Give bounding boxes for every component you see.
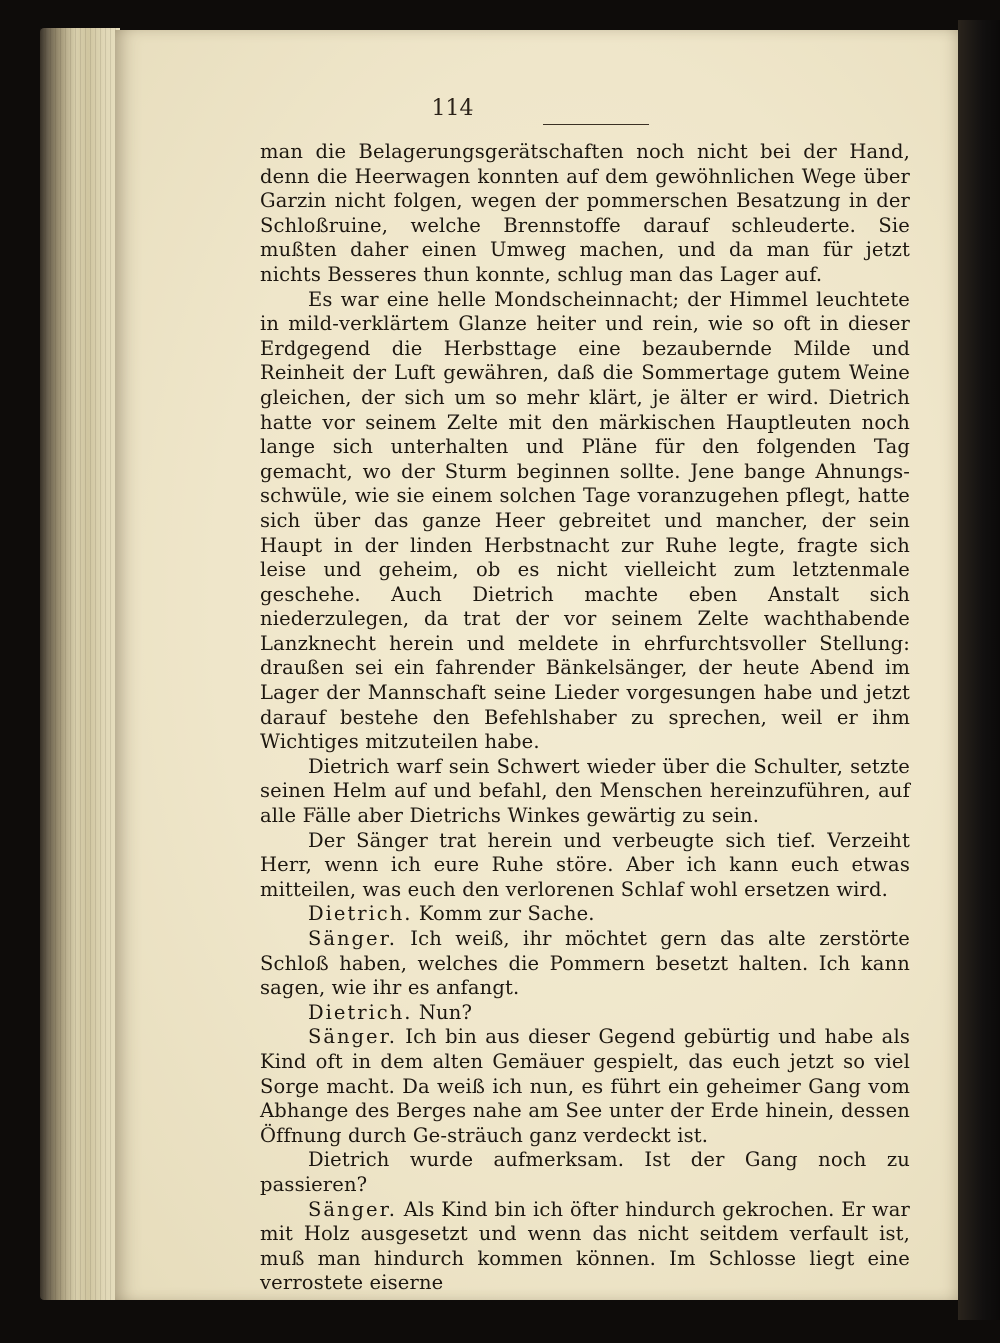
dialogue-line: Sänger. Als Kind bin ich öfter hindurch gekrochen. Er war mit Holz ausgesetzt und wenn das nicht seitdem verfault ist, muß man hindurch kommen können. Im Schlosse liegt eine verrostete eiserne: [260, 1197, 910, 1295]
header-rule: [543, 124, 649, 125]
speaker-name: Dietrich.: [308, 1000, 413, 1024]
paragraph-3: Dietrich warf sein Schwert wieder über die Schulter, setzte seinen Helm auf und befahl, den Menschen hereinzuführen, auf alle Fälle aber Dietrichs Winkes gewärtig zu sein.: [260, 754, 910, 828]
dialogue-line: Dietrich. Komm zur Sache.: [308, 902, 595, 926]
paragraph-9: Dietrich wurde aufmerksam. Ist der Gang noch zu passieren?: [260, 1148, 910, 1196]
book-page-edges: [40, 28, 120, 1300]
speaker-name: Sänger.: [308, 1025, 397, 1049]
paragraph-1: man die Belagerungsgerätschaften noch nicht bei der Hand, denn die Heerwagen konnten auf dem gewöhnlichen Wege über Garzin nicht folgen, wegen der pommerschen Besatzung in der Schloßruine, welche Brennstoffe darauf schleuderte. Sie mußten daher einen Umweg machen, und da man für jetzt nichts Besseres thun konnte, schlug man das Lager auf.: [260, 140, 910, 286]
speaker-name: Sänger.: [308, 1197, 397, 1221]
dialogue-line: Dietrich. Nun?: [308, 1000, 473, 1024]
page-number: 114: [431, 96, 474, 121]
dialogue-line: Sänger. Ich bin aus dieser Gegend gebürtig und habe als Kind oft in dem alten Gemäuer gespielt, das euch jetzt so viel Sorge macht. Da weiß ich nun, es führt ein geheimer Gang vom Abhange des Berges nahe am See unter der Erde hinein, dessen Öffnung durch Ge-sträuch ganz verdeckt ist.: [260, 1025, 910, 1147]
body-text: [260, 140, 910, 1296]
paragraph-2: Es war eine helle Mondscheinnacht; der Himmel leuchtete in mild-verklärtem Glanze heiter und rein, wie so oft in dieser Erdgegend die Herbsttage eine bezaubernde Milde und Reinheit der Luft gewähren, daß die Sommertage gutem Weine gleichen, der sich um so mehr klärt, je älter er wird. Dietrich hatte vor seinem Zelte mit den märkischen Hauptleuten noch lange sich unterhalten und Pläne für den folgenden Tag gemacht, wo der Sturm beginnen sollte. Jene bange Ahnungs-schwüle, wie sie einem solchen Tage voranzugehen pflegt, hatte sich über das ganze Heer gebreitet und mancher, der sein Haupt in der linden Herbstnacht zur Ruhe legte, fragte sich leise und geheim, ob es nicht vielleicht zum letztenmale geschehe. Auch Dietrich machte eben Anstalt sich niederzulegen, da trat der vor seinem Zelte wachthabende Lanzknecht herein und meldete in ehrfurchtsvoller Stellung: draußen sei ein fahrender Bänkelsänger, der heute Abend im Lager der Mannschaft seine Lieder vorgesungen habe und jetzt darauf bestehe den Befehlshaber zu sprechen, weil er ihm Wichtiges mitzuteilen habe.: [260, 287, 910, 754]
paragraph-4: Der Sänger trat herein und verbeugte sich tief. Verzeiht Herr, wenn ich eure Ruhe störe. Aber ich kann euch etwas mitteilen, was euch den verlorenen Schlaf wohl ersetzen wird.: [260, 828, 910, 901]
dialogue-line: Sänger. Ich weiß, ihr möchtet gern das alte zerstörte Schloß haben, welches die Pommern besetzt halten. Ich kann sagen, wie ihr es anfangt.: [260, 927, 910, 1000]
speaker-name: Sänger.: [308, 927, 397, 950]
book-gutter-shadow: [958, 20, 1000, 1320]
speaker-name: Dietrich.: [308, 902, 413, 926]
